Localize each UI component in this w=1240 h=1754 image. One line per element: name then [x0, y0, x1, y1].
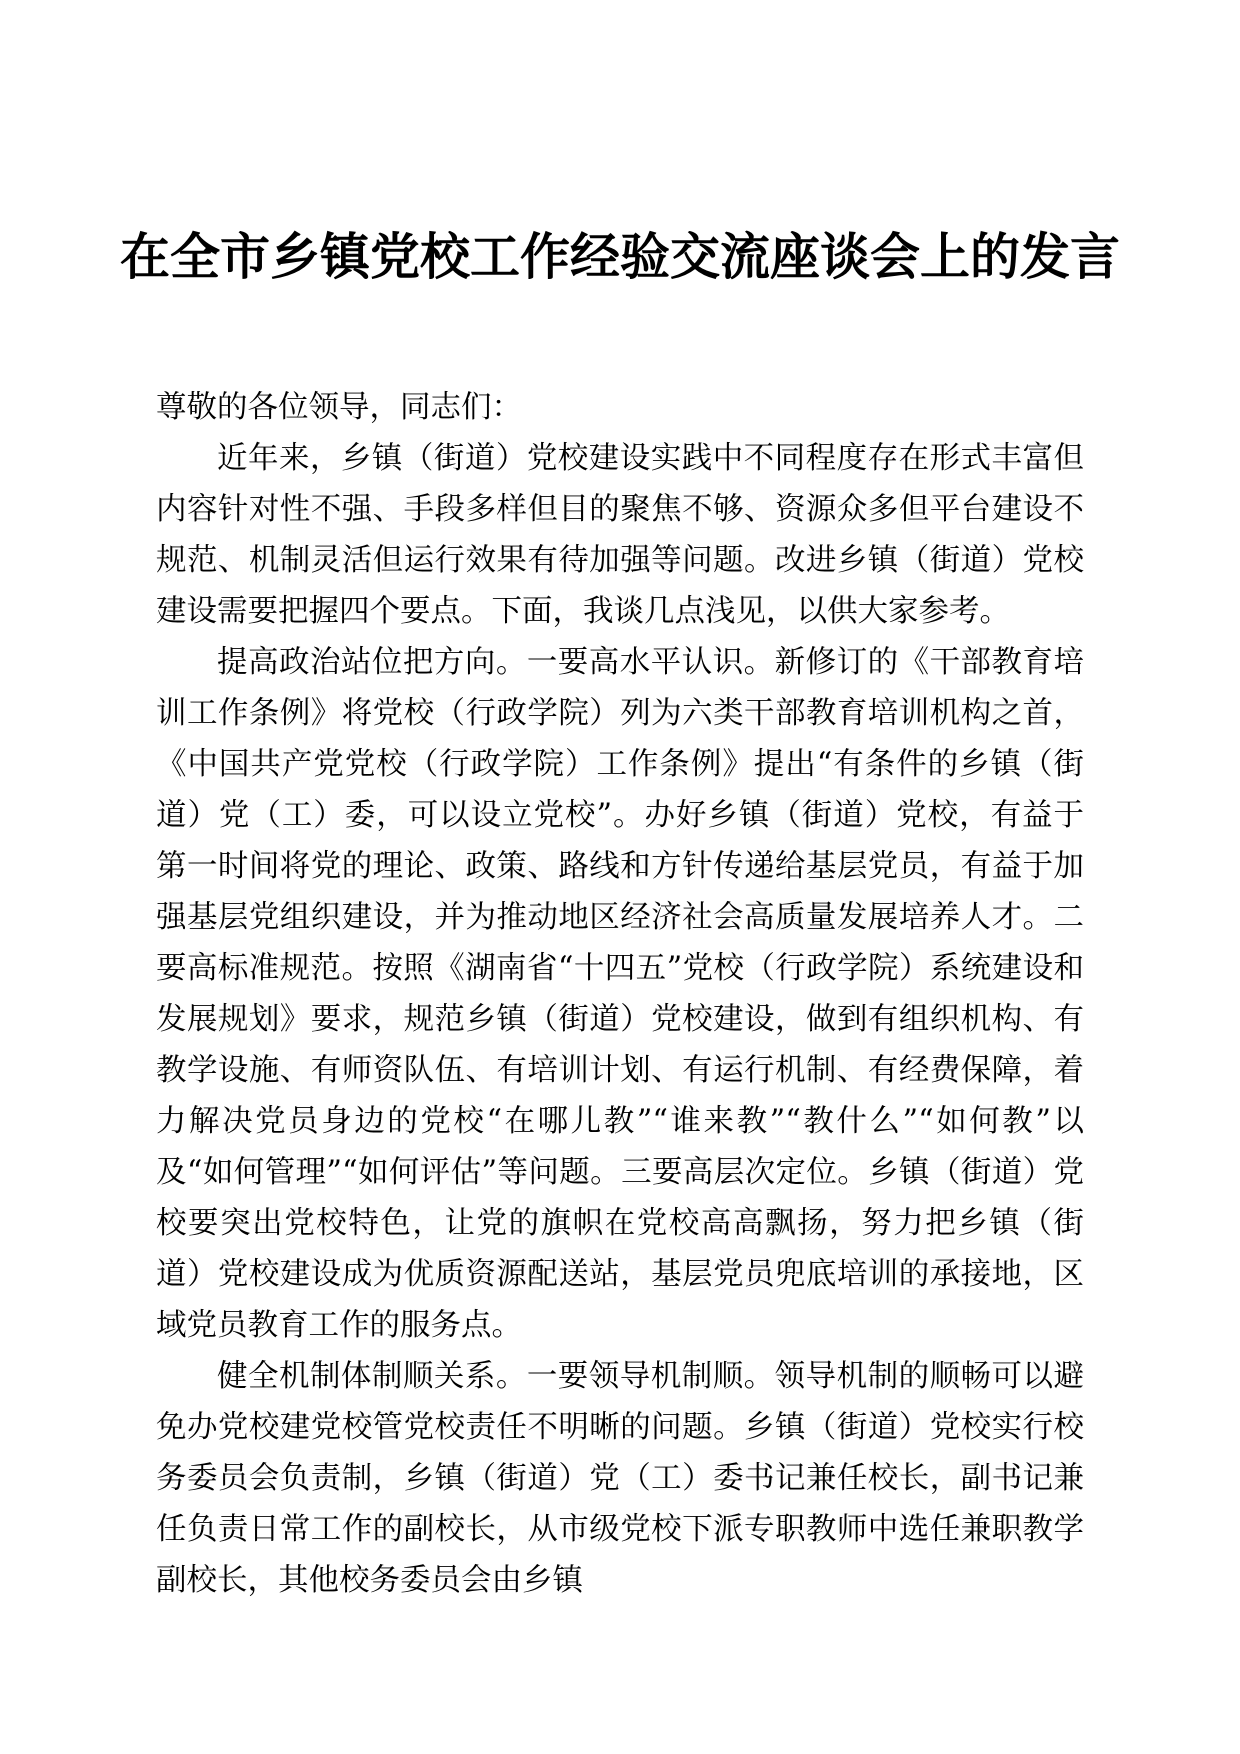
salutation: 尊敬的各位领导，同志们：: [156, 390, 522, 425]
document-title: 在全市乡镇党校工作经验交流座谈会上的发言: [120, 227, 1120, 286]
paragraph-political-stance: 提高政治站位把方向。一要高水平认识。新修订的《干部教育培训工作条例》将党校（行政学院）列为六类干部教育培训机构之首，《中国共产党党校（行政学院）工作条例》提出“有条件的乡镇（街道）党（工）委，可以设立党校”。办好乡镇（街道）党校，有益于第一时间将党的理论、政策、路线和方针传递给基层党员，有益于加强基层党组织建设，并为推动地区经济社会高质量发展培养人才。二要高标准规范。按照《湖南省“十四五”党校（行政学院）系统建设和发展规划》要求，规范乡镇（街道）党校建设，做到有组织机构、有教学设施、有师资队伍、有培训计划、有运行机制、有经费保障，着力解决党员身边的党校“在哪儿教”“谁来教”“教什么”“如何教”以及“如何管理”“如何评估”等问题。三要高层次定位。乡镇（街道）党校要突出党校特色，让党的旗帜在党校高高飘扬，努力把乡镇（街道）党校建设成为优质资源配送站，基层党员兜底培训的承接地，区域党员教育工作的服务点。: [156, 645, 1084, 1343]
paragraph-intro: 近年来，乡镇（街道）党校建设实践中不同程度存在形式丰富但内容针对性不强、手段多样但目的聚焦不够、资源众多但平台建设不规范、机制灵活但运行效果有待加强等问题。改进乡镇（街道）党校建设需要把握四个要点。下面，我谈几点浅见，以供大家参考。: [156, 441, 1084, 629]
document-body: [156, 382, 1084, 1606]
paragraph-mechanism: 健全机制体制顺关系。一要领导机制顺。领导机制的顺畅可以避免办党校建党校管党校责任不明晰的问题。乡镇（街道）党校实行校务委员会负责制，乡镇（街道）党（工）委书记兼任校长，副书记兼任负责日常工作的副校长，从市级党校下派专职教师中选任兼职教学副校长，其他校务委员会由乡镇: [156, 1359, 1084, 1598]
